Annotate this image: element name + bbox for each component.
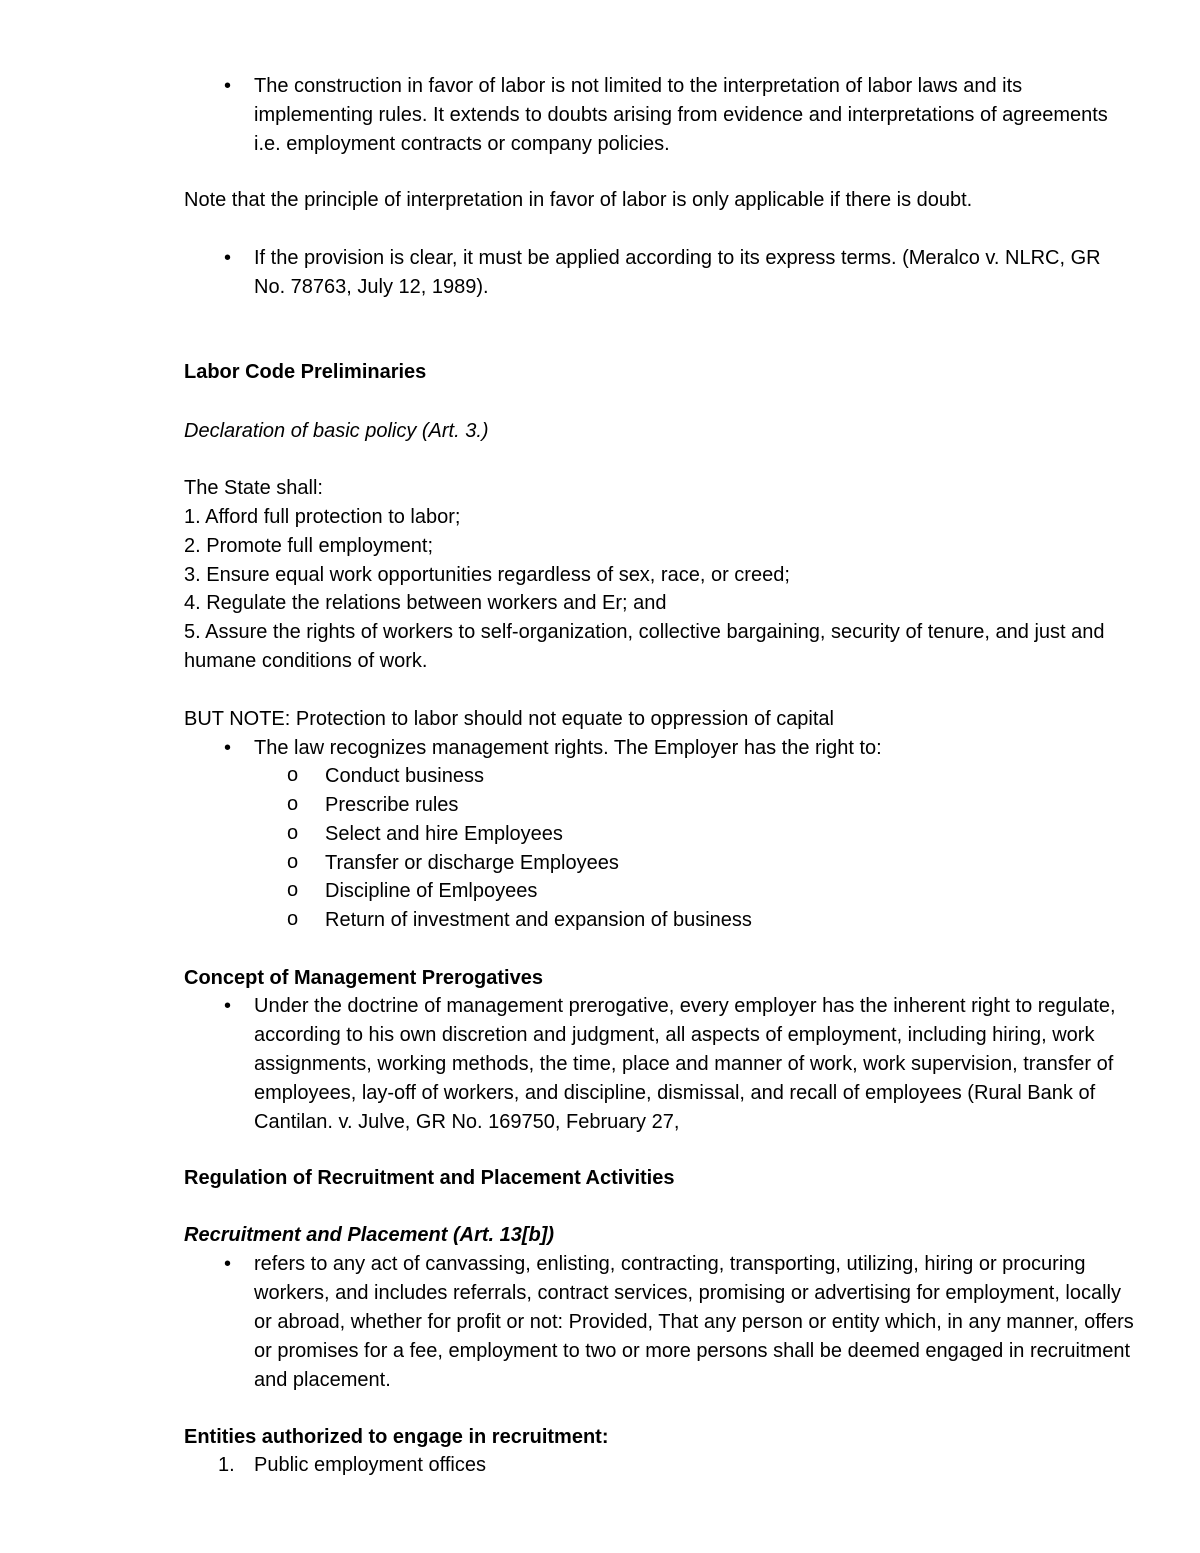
state-item-4: 4. Regulate the relations between workers and Er; and bbox=[184, 592, 667, 614]
state-item-1: 1. Afford full protection to labor; bbox=[184, 506, 461, 528]
state-item-2: 2. Promote full employment; bbox=[184, 535, 433, 557]
state-item-3: 3. Ensure equal work opportunities regardless of sex, race, or creed; bbox=[184, 564, 790, 586]
note-interpretation-doubt: Note that the principle of interpretation in favor of labor is only applicable if there is doubt. bbox=[184, 189, 973, 211]
bullet-management-prerogative-doctrine: • Under the doctrine of management prerogative, every employer has the inherent right to regulate, according to his own discretion and judgment, all aspects of employment, including hiring, work assignments, working methods, the time, place and manner of work, work supervision, transfer of employees, lay-off of workers, and discipline, dismissal, and recall of employees (Rural Bank of Cantilan. v. Julve, GR No. 169750, February 27, bbox=[254, 992, 1134, 1137]
bullet-management-rights: • The law recognizes management rights. The Employer has the right to: bbox=[254, 734, 1134, 763]
but-note: BUT NOTE: Protection to labor should not equate to oppression of capital bbox=[184, 708, 834, 730]
subheading-declaration-basic-policy: Declaration of basic policy (Art. 3.) bbox=[184, 420, 489, 442]
entity-item-1 bbox=[218, 1451, 1134, 1480]
heading-labor-code-preliminaries: Labor Code Preliminaries bbox=[184, 361, 427, 383]
right-item-1: o Conduct business bbox=[325, 762, 1125, 791]
bullet-express-terms: • If the provision is clear, it must be applied according to its express terms. (Meralco v. NLRC, GR No. 78763, July 12, 1989). bbox=[254, 244, 1134, 302]
right-item-4: o Transfer or discharge Employees bbox=[325, 849, 1125, 878]
state-item-5: 5. Assure the rights of workers to self-organization, collective bargaining, security of tenure, and just and humane conditions of work. bbox=[184, 621, 1105, 672]
bullet-recruitment-definition: • refers to any act of canvassing, enlisting, contracting, transporting, utilizing, hiring or procuring workers, and includes referrals, contract services, promising or advertising for employment, locally or abroad, whether for profit or not: Provided, That any person or entity which, in any manner, offers or promises for a fee, employment to two or more persons shall be deemed engaged in recruitment and placement. bbox=[254, 1250, 1134, 1395]
right-item-6: o Return of investment and expansion of business bbox=[325, 906, 1125, 935]
right-item-5: o Discipline of Emlpoyees bbox=[325, 877, 1125, 906]
bullet-construction-favor-labor: • The construction in favor of labor is not limited to the interpretation of labor laws and its implementing rules. It extends to doubts arising from evidence and interpretations of agreements i.e. employment contracts or company policies. bbox=[254, 72, 1134, 159]
entity-item-number: 1. bbox=[218, 1454, 235, 1476]
right-item-2: o Prescribe rules bbox=[325, 791, 1125, 820]
state-shall-intro: The State shall: bbox=[184, 477, 323, 499]
heading-entities-authorized: Entities authorized to engage in recruitment: bbox=[184, 1426, 609, 1448]
subheading-recruitment-placement: Recruitment and Placement (Art. 13[b]) bbox=[184, 1224, 555, 1246]
entity-item-text: Public employment offices bbox=[254, 1454, 486, 1476]
right-item-3: o Select and hire Employees bbox=[325, 820, 1125, 849]
heading-recruitment-regulation: Regulation of Recruitment and Placement Activities bbox=[184, 1167, 675, 1189]
heading-management-prerogatives: Concept of Management Prerogatives bbox=[184, 967, 543, 989]
